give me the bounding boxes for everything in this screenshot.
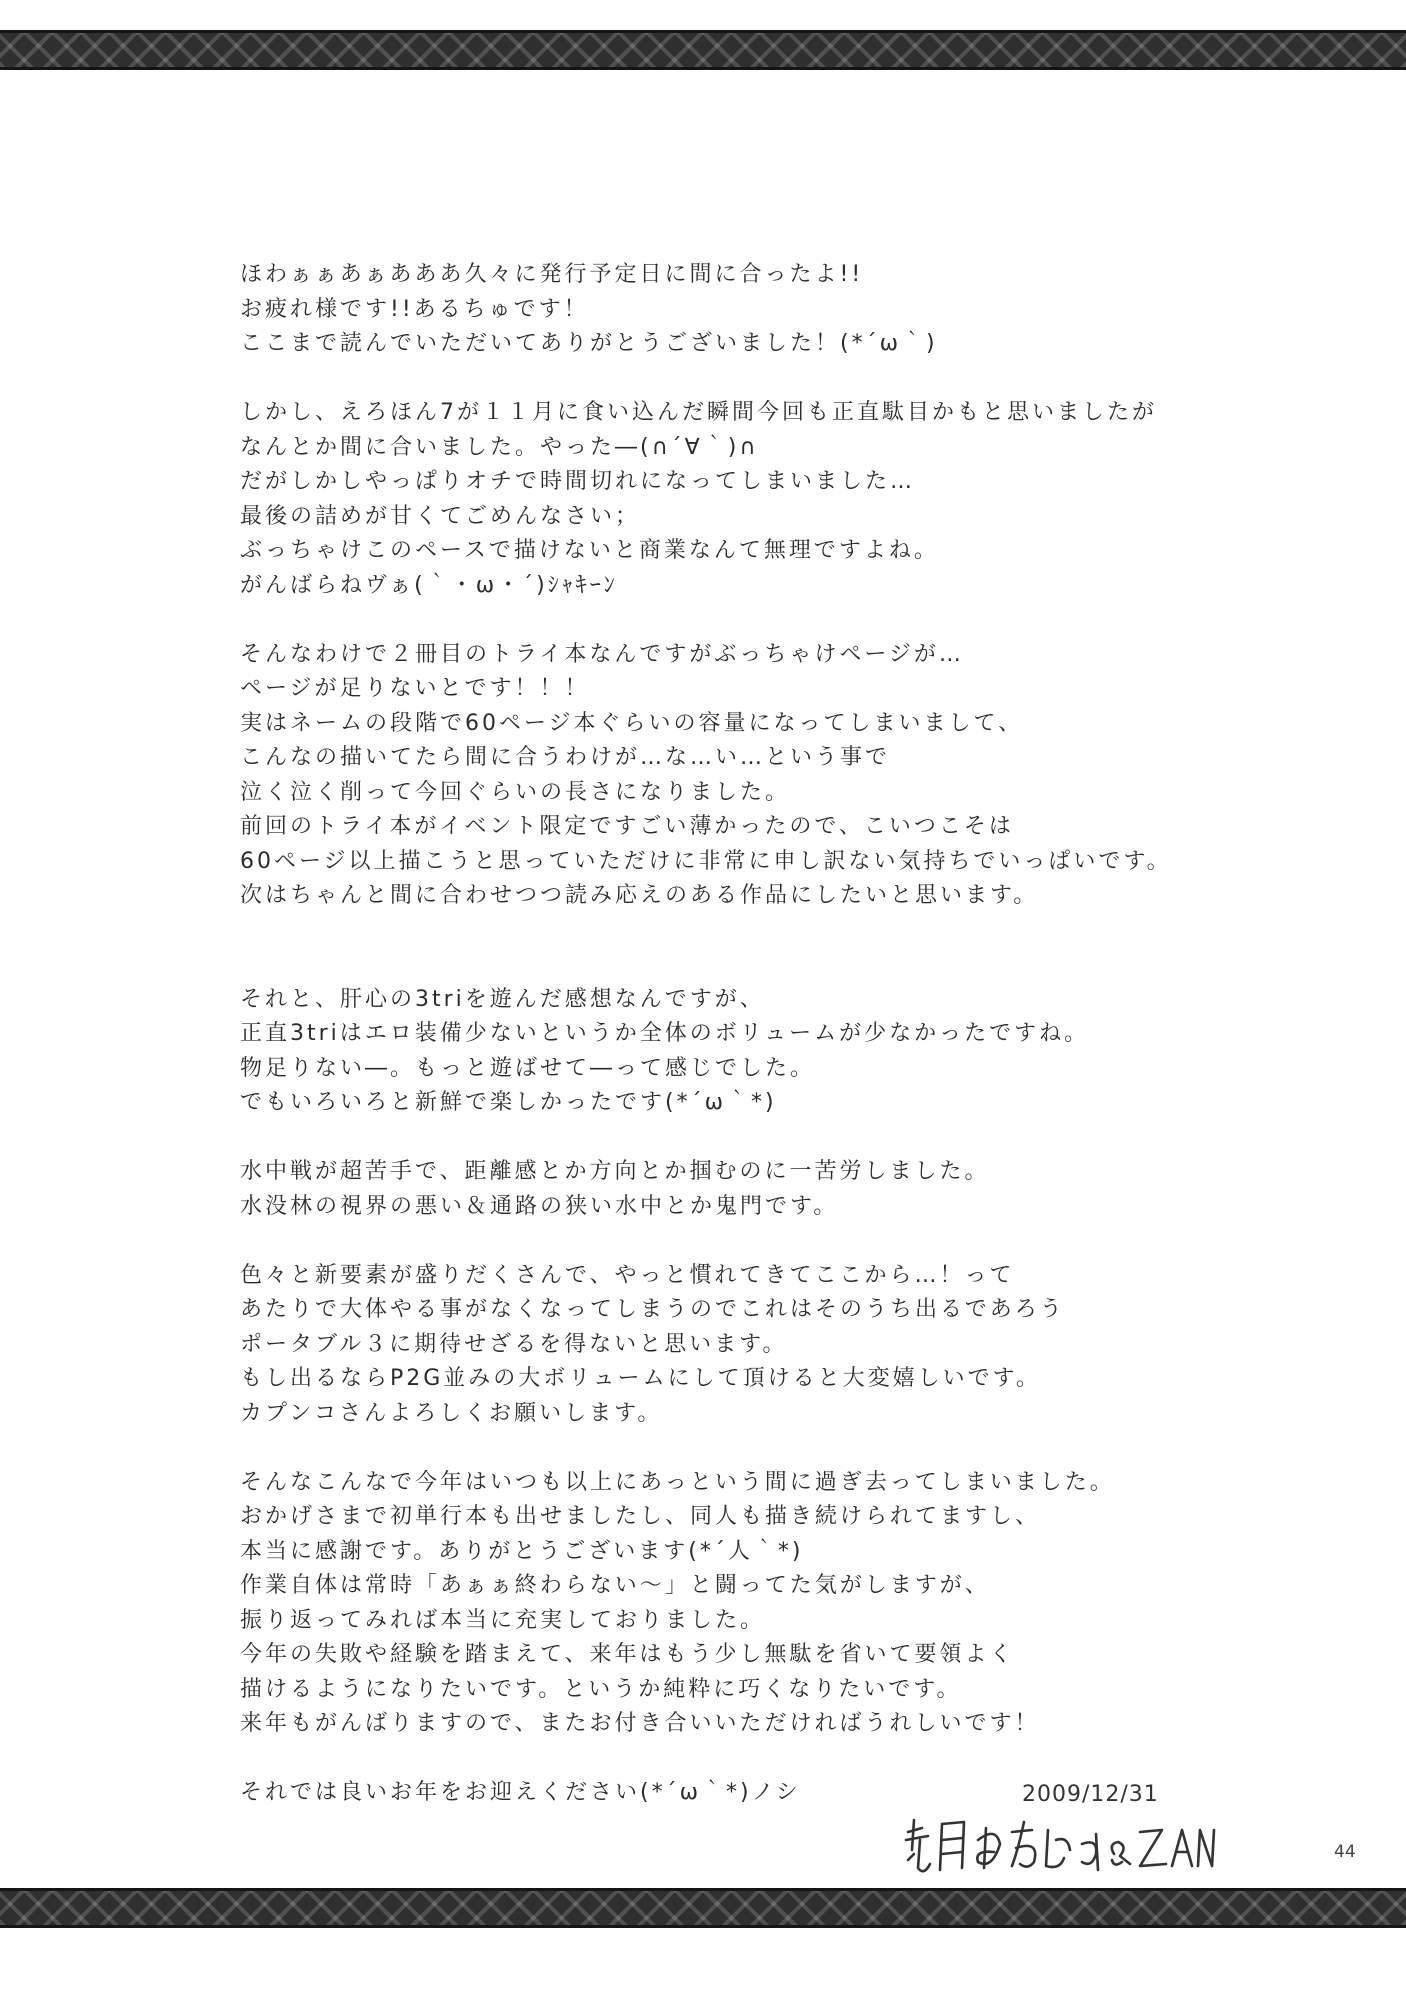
text-line: でもいろいろと新鮮で楽しかったです(*´ω｀*) [240,1090,777,1115]
text-line: おかげさまで初単行本も出せましたし、同人も描き続けられてますし、 [240,1504,1041,1529]
paragraph-year-review [240,1466,1240,1742]
handwritten-signature [900,1810,1216,1888]
text-line: ポータブル３に期待せざるを得ないと思います。 [240,1331,788,1357]
text-line: ぶっちゃけこのペースで描けないと商業なんて無理ですよね。 [240,538,939,563]
text-line: それと、肝心の3triを遊んだ感想なんですが、 [240,986,765,1012]
paragraph-deadline [240,396,1240,603]
text-line: そんなわけで２冊目のトライ本なんですがぶっちゃけページが… [240,641,964,667]
text-line: あたりで大体やる事がなくなってしまうのでこれはそのうち出るであろう [240,1297,1065,1322]
paragraph-portable [240,1259,1240,1432]
text-line: 水中戦が超苦手で、距離感とか方向とか掴むのに一苦労しました。 [240,1159,990,1184]
text-line: 本当に感謝です。ありがとうございます(*´人｀*) [240,1538,804,1564]
text-line: 正直3triはエロ装備少ないというか全体のボリュームが少なかったですね。 [240,1021,1090,1046]
text-line: カプンコさんよろしくお願いします。 [240,1400,663,1426]
top-decorative-border [0,30,1406,70]
text-line: なんとか間に合いました。やった―(∩´∀｀)∩ [240,434,759,460]
signature-drawing [900,1810,1216,1888]
text-line: こんなの描いてたら間に合うわけが…な…い…という事で [240,745,891,770]
text-line: 作業自体は常時「あぁぁ終わらない～」と闘ってた気がしますが、 [240,1573,990,1598]
text-line: 60ページ以上描こうと思っていただけに非常に申し訳ない気持ちでいっぱいです。 [240,848,1172,874]
paragraph-impressions [240,983,1240,1121]
text-line: もし出るならP2G並みの大ボリュームにして頂けると大変嬉しいです。 [240,1366,1041,1391]
text-line: 描けるようになりたいです。というか純粋に巧くなりたいです。 [240,1676,962,1702]
text-line: 今年の失敗や経験を踏まえて、来年はもう少し無駄を省いて要領よく [240,1642,1015,1667]
text-line: ページが足りないとです！！！ [240,676,590,701]
text-line: ここまで読んでいただいてありがとうございました！(*´ω｀) [240,331,938,356]
text-line: 物足りない―。もっと遊ばせて―って感じでした。 [240,1055,816,1081]
text-line: 前回のトライ本がイベント限定ですごい薄かったので、こいつこそは [240,814,1014,839]
text-line: それでは良いお年をお迎えください(*´ω｀*)ノシ [240,1780,801,1805]
paragraph-pages [240,638,1240,914]
text-line: お疲れ様です!!あるちゅです！ [240,296,589,322]
text-line: 振り返ってみれば本当に充実しておりました。 [240,1607,766,1633]
bottom-decorative-border [0,1888,1406,1928]
text-line: 色々と新要素が盛りだくさんで、やっと慣れてきてここから…！って [240,1262,1015,1288]
text-line: だがしかしやっぱりオチで時間切れになってしまいました… [240,469,916,494]
text-line: 水没林の視界の悪い＆通路の狭い水中とか鬼門です。 [240,1193,839,1219]
paragraph-underwater [240,1155,1240,1224]
text-line: そんなこんなで今年はいつも以上にあっという間に過ぎ去ってしまいました。 [240,1469,1115,1495]
text-line: しかし、えろほん7が１１月に食い込んだ瞬間今回も正直駄目かもと思いましたが [240,400,1157,425]
text-line: 最後の詰めが甘くてごめんなさい； [240,503,641,529]
text-line: 来年もがんばりますので、またお付き合いいただければうれしいです！ [240,1711,1040,1736]
text-line: 泣く泣く削って今回ぐらいの長さになりました。 [240,779,791,805]
text-line: 実はネームの段階で60ページ本ぐらいの容量になってしまいまして、 [240,710,1024,736]
page-number: 44 [1334,1842,1356,1862]
afterword-text [240,258,1240,1845]
text-line: がんばらねヴぁ(｀・ω・´)ｼｬｷｰﾝ [240,572,618,598]
paragraph-intro [240,258,1240,362]
text-line: ほわぁぁあぁあああ久々に発行予定日に間に合ったよ!! [240,262,864,287]
text-line: 次はちゃんと間に合わせつつ読み応えのある作品にしたいと思います。 [240,883,1039,908]
afterword-date: 2009/12/31 [1022,1782,1159,1807]
